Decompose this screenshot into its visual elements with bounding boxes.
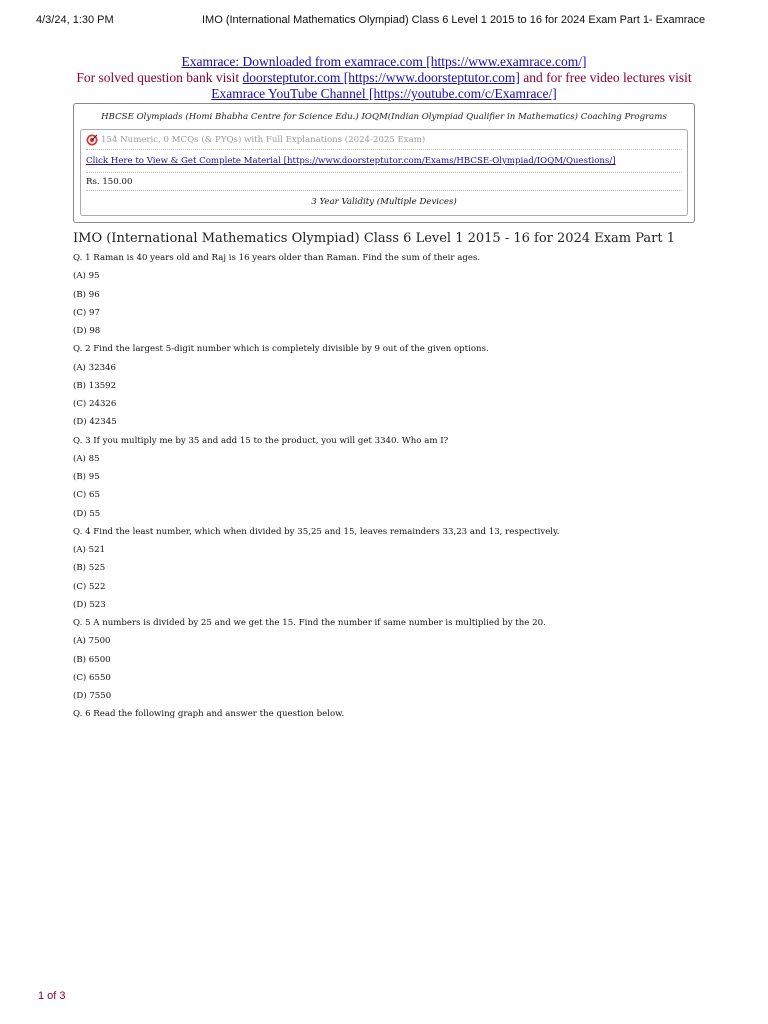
answer-option: (A) 85 xyxy=(73,453,100,464)
answer-option: (D) 55 xyxy=(73,508,101,519)
question-text: Q. 6 Read the following graph and answer the question below. xyxy=(73,709,345,720)
answer-option: (C) 522 xyxy=(73,581,106,592)
doorsteptutor-link[interactable]: doorsteptutor.com [https://www.doorsteptutor.com] xyxy=(242,70,520,85)
examrace-link[interactable]: Examrace: Downloaded from examrace.com [https://www.examrace.com/] xyxy=(181,54,587,69)
answer-option: (B) 95 xyxy=(73,472,100,482)
question-list xyxy=(73,252,693,727)
answer-option: (D) 42345 xyxy=(73,417,117,428)
answer-option: (A) 95 xyxy=(73,271,100,282)
divider xyxy=(86,149,682,150)
answer-option: (A) 32346 xyxy=(73,362,116,373)
answer-option: (C) 6550 xyxy=(73,672,111,683)
promo-price: Rs. 150.00 xyxy=(86,177,133,187)
print-title: IMO (International Mathematics Olympiad) Class 6 Level 1 2015 to 16 for 2024 Exam Part 1- Examrace xyxy=(202,14,706,26)
target-icon xyxy=(86,134,98,146)
promo-inner-box xyxy=(80,129,688,216)
answer-option: (B) 525 xyxy=(73,563,106,574)
question-text: Q. 4 Find the least number, which when divided by 35,25 and 15, leaves remainders 33,23 and 13, respectively. xyxy=(73,526,560,537)
question-text: Q. 3 If you multiply me by 35 and add 15 to the product, you will get 3340. Who am I? xyxy=(73,435,449,446)
banner xyxy=(0,54,768,102)
promo-mcq-text: 154 Numeric, 0 MCQs (& PYQs) with Full Explanations (2024-2025 Exam) xyxy=(101,135,426,145)
answer-option: (A) 521 xyxy=(73,545,106,555)
answer-option: (C) 65 xyxy=(73,490,100,501)
answer-option: (C) 24326 xyxy=(73,399,117,409)
page-number: 1 of 3 xyxy=(38,990,66,1002)
answer-option: (D) 523 xyxy=(73,599,106,610)
answer-option: (A) 7500 xyxy=(73,636,111,647)
document-title: IMO (International Mathematics Olympiad) Class 6 Level 1 2015 - 16 for 2024 Exam Part 1 xyxy=(73,231,676,246)
divider xyxy=(86,190,682,191)
print-datetime: 4/3/24, 1:30 PM xyxy=(36,14,114,26)
youtube-channel-link[interactable]: Examrace YouTube Channel [https://youtube.com/c/Examrace/] xyxy=(211,86,557,101)
print-header xyxy=(0,14,768,30)
promo-validity: 3 Year Validity (Multiple Devices) xyxy=(311,197,457,207)
question-text: Q. 1 Raman is 40 years old and Raj is 16 years older than Raman. Find the sum of their ages. xyxy=(73,253,481,263)
question-text: Q. 5 A numbers is divided by 25 and we get the 15. Find the number if same number is multiplied by the 20. xyxy=(73,618,546,628)
promo-mcq-line xyxy=(86,134,425,146)
answer-option: (B) 6500 xyxy=(73,654,111,665)
banner-line-2 xyxy=(0,70,768,86)
answer-option: (C) 97 xyxy=(73,307,100,318)
answer-option: (B) 13592 xyxy=(73,380,117,391)
divider xyxy=(86,172,682,173)
answer-option: (B) 96 xyxy=(73,289,100,300)
promo-heading: HBCSE Olympiads (Homi Bhabha Centre for Science Edu.) IOQM(Indian Olympiad Qualifier in Mathematics) Coaching Programs xyxy=(101,112,667,122)
question-text: Q. 2 Find the largest 5-digit number which is completely divisible by 9 out of the given options. xyxy=(73,344,489,355)
banner-suffix: and for free video lectures visit xyxy=(519,70,692,85)
view-material-link[interactable]: Click Here to View & Get Complete Material [https://www.doorsteptutor.com/Exams/HBCSE-Olympiad/IOQM/Questions/] xyxy=(86,156,616,166)
promo-box xyxy=(73,103,695,223)
answer-option: (D) 98 xyxy=(73,326,101,336)
banner-prefix: For solved question bank visit xyxy=(76,70,243,85)
answer-option: (D) 7550 xyxy=(73,691,112,701)
